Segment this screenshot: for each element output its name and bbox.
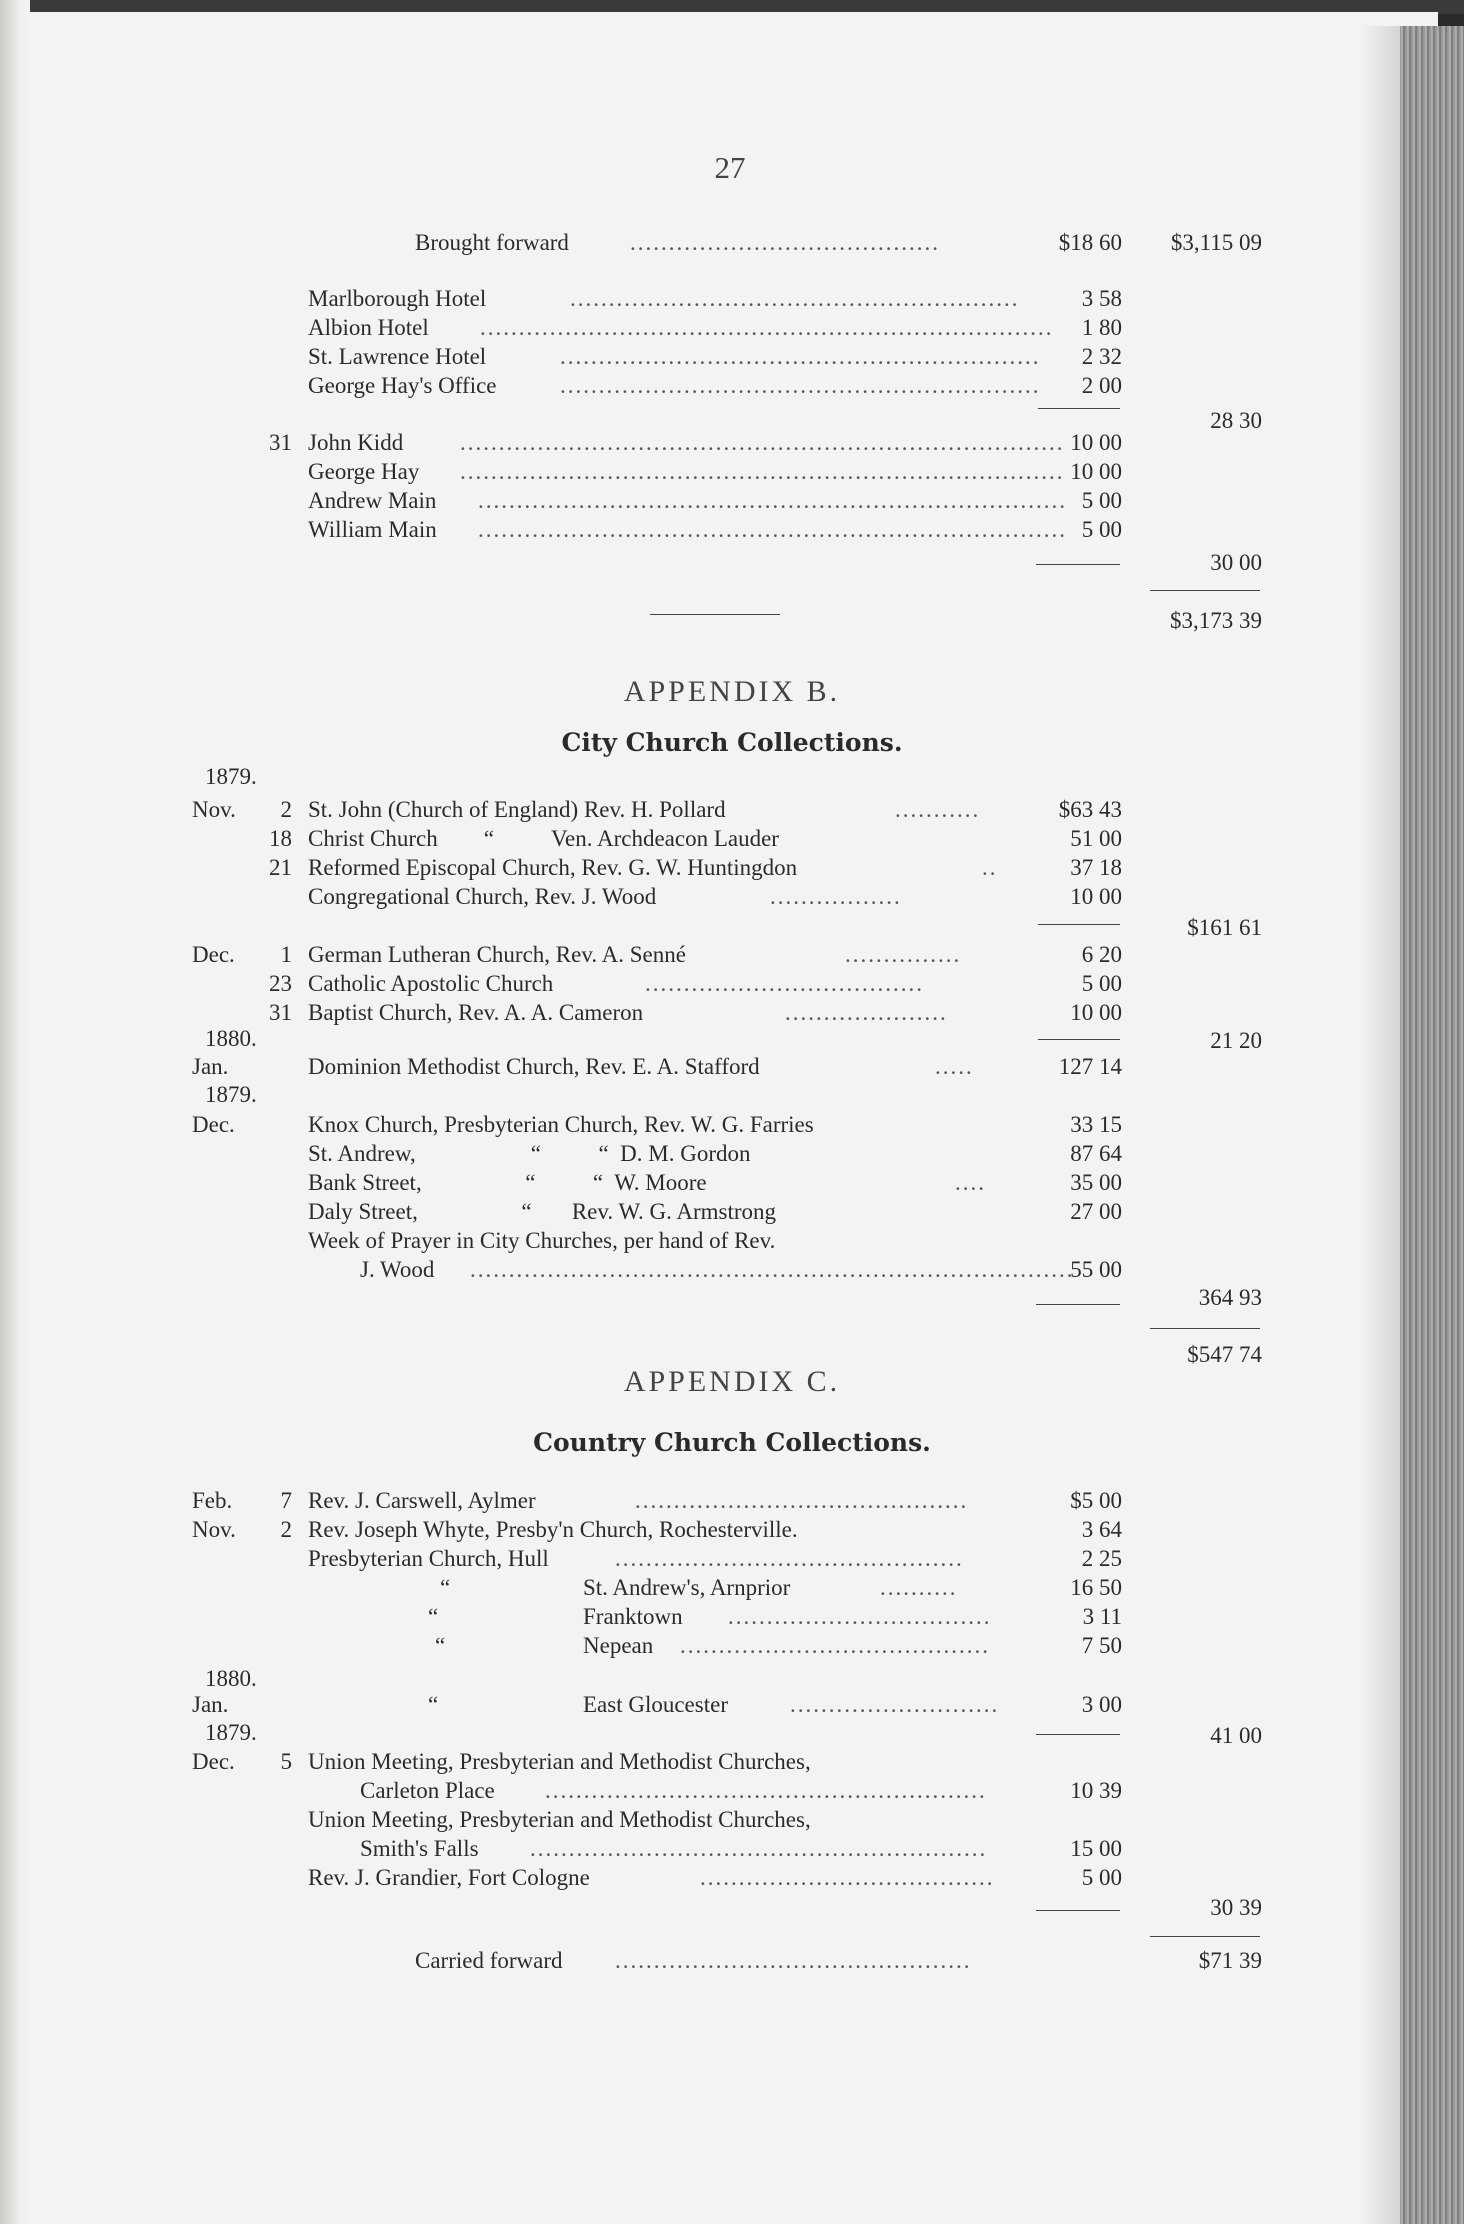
list-item: Marlborough Hotel .......................................................... 3 58 — [308, 286, 1122, 311]
list-item: Feb. 7 Rev. J. Carswell, Aylmer ........................................... $5 00 — [192, 1488, 1122, 1513]
list-item-line1: Union Meeting, Presbyterian and Methodist Churches, — [308, 1807, 811, 1832]
group-total-row: 30 39 — [1210, 1895, 1262, 1920]
list-item: Nov. 2 Rev. Joseph Whyte, Presby'n Church, Rochesterville. 3 64 — [192, 1517, 1122, 1542]
total-rule — [1150, 590, 1260, 591]
group-total-row: 41 00 — [1210, 1723, 1262, 1748]
list-item: Dec. Knox Church, Presbyterian Church, Rev. W. G. Farries 33 15 — [192, 1112, 1122, 1137]
section-divider — [650, 614, 780, 615]
list-item-line1: Week of Prayer in City Churches, per hand of Rev. — [308, 1228, 776, 1253]
list-item: Daly Street, “ Rev. W. G. Armstrong 27 00 — [308, 1199, 1122, 1224]
list-item: St. Lawrence Hotel .............................................................. 2 32 — [308, 344, 1122, 369]
grand-total-row: $547 74 — [1187, 1342, 1262, 1367]
carried-forward-row: Carried forward .............................................. $71 39 — [415, 1948, 1262, 1973]
brought-forward-col1: $18 60 — [1058, 230, 1122, 255]
group-total-row: $161 61 — [1187, 915, 1262, 940]
appendix-b-subtitle: City Church Collections. — [561, 728, 903, 757]
total-rule — [1150, 1936, 1260, 1937]
group-total-row: 28 30 — [1210, 408, 1262, 433]
year-label: 1879. — [205, 764, 257, 789]
list-item: J. Wood .............................................................................. 55 00 — [360, 1257, 1122, 1282]
list-item: Jan. “ East Gloucester ........................... 3 00 — [192, 1692, 1122, 1717]
list-item: 31 John Kidd .............................................................................. 10 00 — [269, 430, 1122, 455]
grand-total-row: $3,173 39 — [1170, 608, 1262, 633]
list-item: Andrew Main ............................................................................ 5 00 — [308, 488, 1122, 513]
brought-forward-col2: $3,115 09 — [1170, 230, 1262, 255]
list-item: 23 Catholic Apostolic Church .................................... 5 00 — [269, 971, 1122, 996]
year-label: 1879. — [205, 1082, 257, 1107]
list-item: “ Nepean ........................................ 7 50 — [435, 1633, 1122, 1658]
list-item: Carleton Place ......................................................... 10 39 — [360, 1778, 1122, 1803]
total-rule — [1150, 1328, 1260, 1329]
list-item: Nov. 2 St. John (Church of England) Rev. H. Pollard ........... $63 43 — [192, 797, 1122, 822]
appendix-c-subtitle: Country Church Collections. — [533, 1428, 931, 1457]
group-total-row: 364 93 — [1198, 1285, 1262, 1310]
appendix-b-title: APPENDIX B. — [623, 675, 841, 708]
brought-forward-label: Brought forward — [415, 230, 569, 255]
list-item: 21 Reformed Episcopal Church, Rev. G. W. Huntingdon .. 37 18 — [269, 855, 1122, 880]
appendix-c-title: APPENDIX C. — [623, 1365, 841, 1398]
year-label: 1880. — [205, 1026, 257, 1051]
list-item: William Main ............................................................................ 5 00 — [308, 517, 1122, 542]
list-item: George Hay's Office .............................................................. 2 00 — [308, 373, 1122, 398]
list-item: “ Franktown .................................. 3 11 — [428, 1604, 1122, 1629]
list-item: George Hay .............................................................................. 10 00 — [308, 459, 1122, 484]
list-item: Presbyterian Church, Hull ............................................. 2 25 — [308, 1546, 1122, 1571]
list-item: “ St. Andrew's, Arnprior .......... 16 50 — [440, 1575, 1122, 1600]
list-item: Congregational Church, Rev. J. Wood ................. 10 00 — [308, 884, 1122, 909]
group-total-row: 30 00 — [1210, 550, 1262, 575]
list-item: St. Andrew, “ “ D. M. Gordon 87 64 — [308, 1141, 1122, 1166]
list-item: Albion Hotel .......................................................................... 1 80 — [308, 315, 1122, 340]
list-item-line1: Dec. 5 Union Meeting, Presbyterian and Methodist Churches, — [192, 1749, 811, 1774]
year-label: 1880. — [205, 1666, 257, 1691]
list-item: Bank Street, “ “ W. Moore .... 35 00 — [308, 1170, 1122, 1195]
list-item: Smith's Falls ........................................................... 15 00 — [360, 1836, 1122, 1861]
year-label: 1879. — [205, 1720, 257, 1745]
list-item: 18 Christ Church “ Ven. Archdeacon Lauder 51 00 — [269, 826, 1122, 851]
page-number: 27 — [714, 150, 746, 185]
list-item: Rev. J. Grandier, Fort Cologne ...................................... 5 00 — [308, 1865, 1122, 1890]
group-total-row: 21 20 — [1210, 1028, 1262, 1053]
list-item: 31 Baptist Church, Rev. A. A. Cameron ..................... 10 00 — [269, 1000, 1122, 1025]
list-item: Jan. Dominion Methodist Church, Rev. E. A. Stafford ..... 127 14 — [192, 1054, 1122, 1079]
brought-forward-row: Brought forward ........................................ $18 60 $3,115 09 — [0, 228, 1464, 258]
list-item: Dec. 1 German Lutheran Church, Rev. A. Senné ............... 6 20 — [192, 942, 1122, 967]
